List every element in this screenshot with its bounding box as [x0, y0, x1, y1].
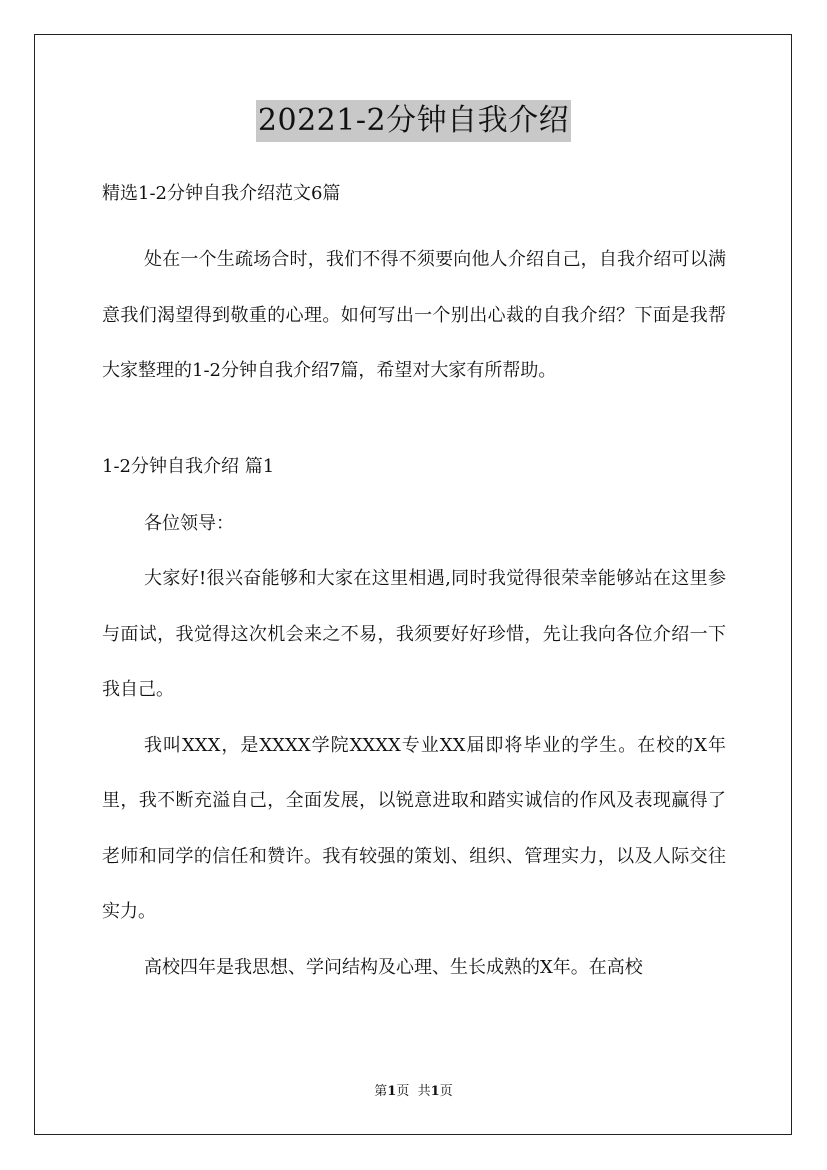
total-prefix: 共	[417, 1084, 431, 1099]
salutation-paragraph: 各位领导：	[144, 512, 234, 534]
body-paragraph: 大家好!很兴奋能够和大家在这里相遇,同时我觉得很荣幸能够站在这里参与面试，我觉得这次机会来之不易，我须要好好珍惜，先让我向各位介绍一下我自己。	[102, 568, 726, 700]
page-number: 1	[387, 1084, 397, 1099]
body-paragraph: 我叫XXX，是XXXX学院XXXX专业XX届即将毕业的学生。在校的X年里，我不断充溢自己，全面发展，以锐意进取和踏实诚信的作风及表现赢得了老师和同学的信任和赞许。我有较强的策划、组织、管理实力，以及人际交往实力。	[102, 734, 726, 922]
document-title: 20221-2分钟自我介绍	[256, 100, 571, 142]
document-subtitle: 精选1-2分钟自我介绍范文6篇	[102, 183, 341, 204]
body-paragraph: 高校四年是我思想、学问结构及心理、生长成熟的X年。在高校	[144, 956, 643, 978]
total-suffix: 页	[439, 1084, 453, 1099]
total-pages: 1	[430, 1084, 440, 1099]
page-footer	[0, 1083, 827, 1101]
intro-paragraph: 处在一个生疏场合时，我们不得不须要向他人介绍自己，自我介绍可以满意我们渴望得到敬重的心理。如何写出一个别出心裁的自我介绍？下面是我帮大家整理的1-2分钟自我介绍7篇，希望对大家有所帮助。	[102, 249, 726, 381]
page-prefix: 第	[374, 1084, 388, 1099]
title-wrap	[0, 100, 827, 142]
document-body	[102, 176, 726, 995]
section-heading: 1-2分钟自我介绍 篇1	[102, 455, 275, 477]
page-suffix: 页	[396, 1084, 410, 1099]
